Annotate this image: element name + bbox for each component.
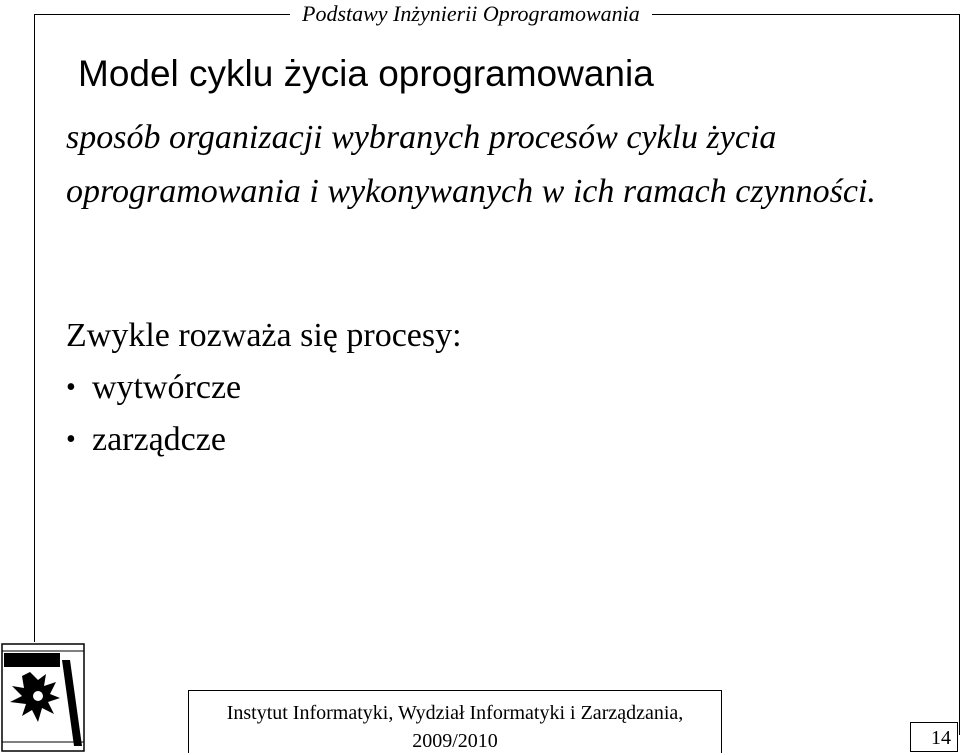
- university-logo: [0, 642, 86, 753]
- footer-year: 2009/2010: [412, 730, 498, 752]
- definition-text: sposób organizacji wybranych procesów cyklu życia oprogramowania i wykonywanych w ich ramach czynności.: [66, 119, 876, 210]
- footer-institute: Instytut Informatyki, Wydział Informatyki i Zarządzania,: [226, 702, 684, 724]
- course-title: Podstawy Inżynierii Oprogramowania: [290, 0, 652, 30]
- bullet-icon: •: [66, 372, 76, 403]
- bullet-icon: •: [66, 424, 76, 455]
- list-item: [66, 362, 241, 414]
- list-item-label: zarządcze: [92, 421, 226, 458]
- list-item-label: wytwórcze: [92, 369, 242, 406]
- slide-title: Model cyklu życia oprogramowania: [78, 53, 654, 94]
- list-item: [66, 414, 241, 466]
- page-number: 14: [910, 722, 958, 752]
- intro-text: Zwykle rozważa się procesy:: [66, 317, 462, 354]
- footer-box: [188, 690, 722, 753]
- process-list: [66, 362, 241, 466]
